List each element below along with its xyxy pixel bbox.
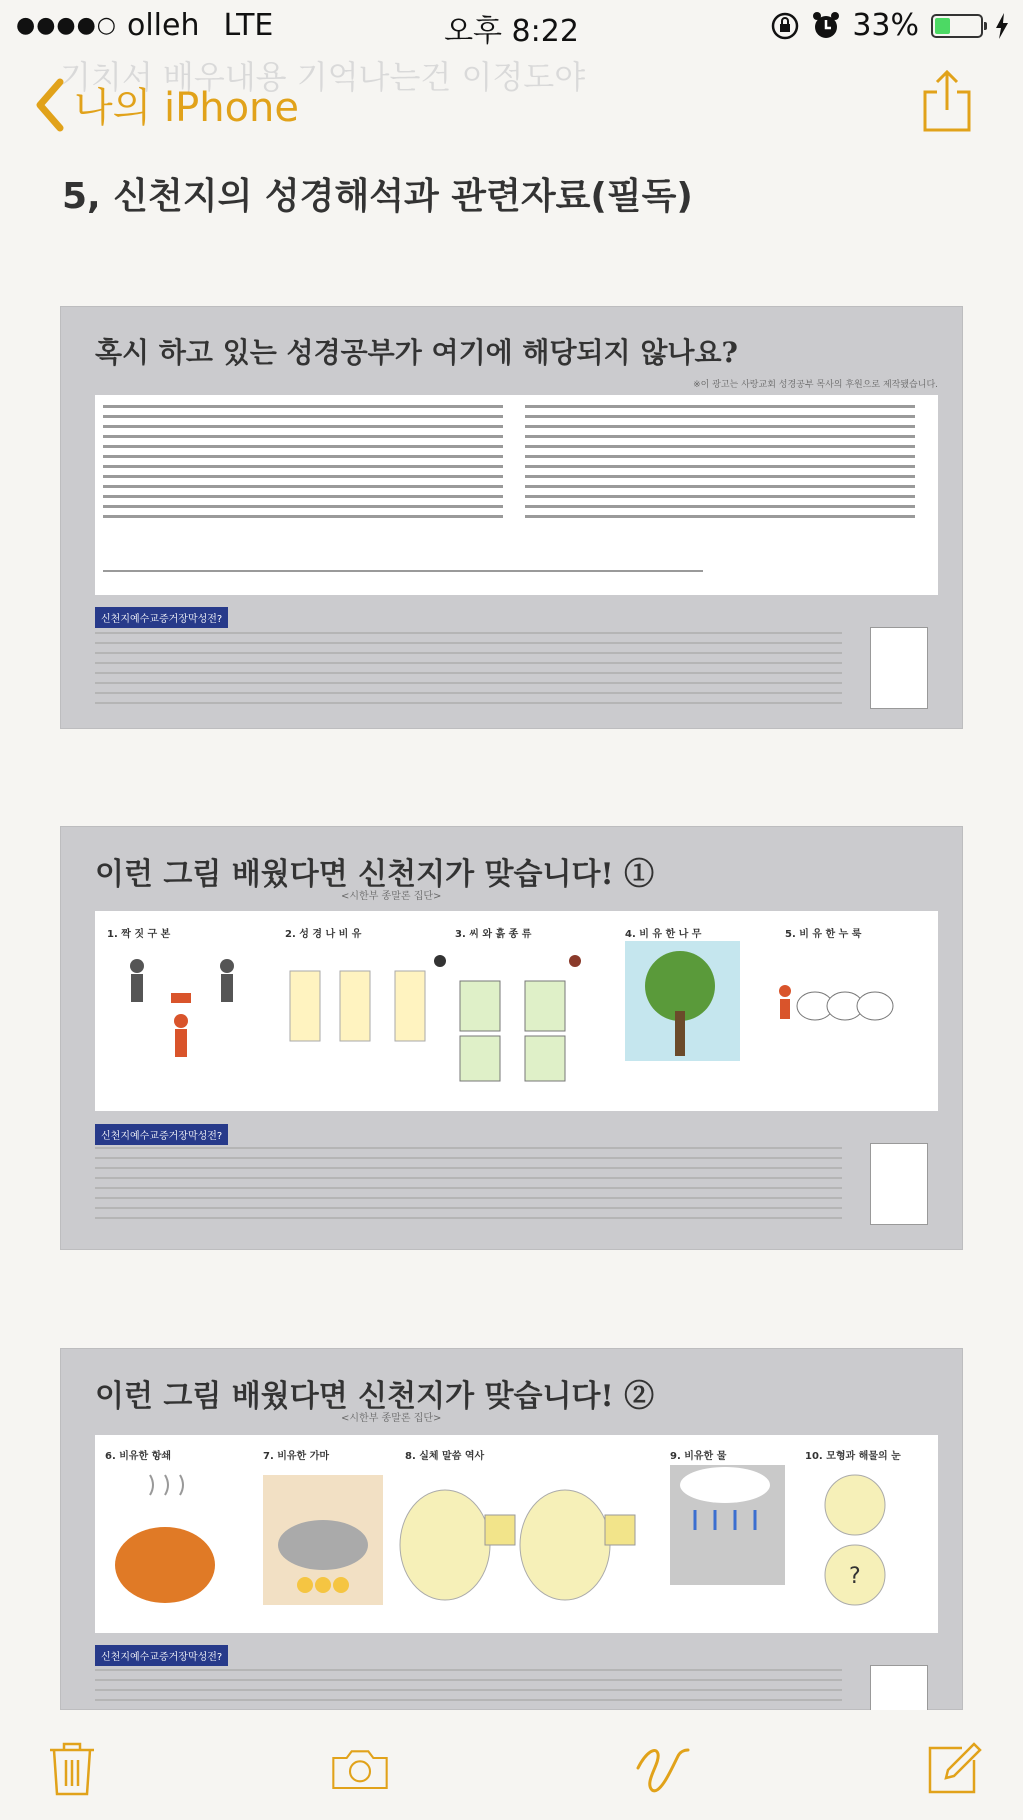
panel-label: 9. 비유한 물 xyxy=(670,1451,727,1462)
panel-label: 2. 성 경 나 비 유 xyxy=(285,929,362,940)
panel-label: 5. 비 유 한 누 룩 xyxy=(785,929,862,940)
camera-button[interactable] xyxy=(330,1738,402,1798)
back-button[interactable] xyxy=(34,76,299,133)
diagram-panel xyxy=(95,1435,938,1633)
svg-text:?: ? xyxy=(849,1564,861,1589)
sketch-button[interactable] xyxy=(632,1738,692,1798)
camera-icon xyxy=(330,1738,390,1798)
info-banner: 신천지예수교증거장막성전? xyxy=(95,607,228,628)
signal-icon: ●●●●○ xyxy=(16,13,117,38)
card-subtitle: <시한부 종말론 집단> xyxy=(341,891,442,902)
rotation-lock-icon xyxy=(770,11,800,41)
squiggle-icon xyxy=(632,1738,692,1798)
charging-icon xyxy=(995,13,1009,39)
card-title: 이런 그림 배웠다면 신천지가 맞습니다! ② xyxy=(95,1379,655,1414)
delete-button[interactable] xyxy=(42,1738,102,1798)
note-image-3[interactable] xyxy=(60,1348,963,1710)
info-banner: 신천지예수교증거장막성전? xyxy=(95,1124,228,1145)
battery-icon xyxy=(931,14,983,38)
card-subtitle: <시한부 종말론 집단> xyxy=(341,1413,442,1424)
carrier-label: olleh xyxy=(126,8,200,43)
card-credit: ※이 광고는 사랑교회 성경공부 목사의 후원으로 제작됐습니다. xyxy=(693,380,938,390)
nav-bar xyxy=(0,68,1023,138)
back-label: 나의 iPhone xyxy=(74,85,300,131)
panel-label: 3. 씨 와 흙 종 류 xyxy=(455,929,532,940)
checklist-panel xyxy=(95,395,938,595)
diagram-illustrations xyxy=(95,1435,940,1633)
chevron-left-icon xyxy=(34,78,64,132)
panel-label: 1. 짝 짓 구 본 xyxy=(107,929,171,940)
trash-icon xyxy=(42,1738,102,1798)
panel-label: 4. 비 유 한 나 무 xyxy=(625,929,702,940)
panel-label: 8. 실체 말씀 역사 xyxy=(405,1451,485,1462)
battery-fill xyxy=(935,18,950,34)
note-image-1[interactable] xyxy=(60,306,963,729)
ghost-text: 기치서 배우내용 기억나는건 이정도야 xyxy=(60,58,586,96)
diagram-illustrations xyxy=(95,911,940,1111)
note-image-2[interactable] xyxy=(60,826,963,1250)
info-banner: 신천지예수교증거장막성전? xyxy=(95,1645,228,1666)
card-title: 이런 그림 배웠다면 신천지가 맞습니다! ① xyxy=(95,857,655,892)
status-bar xyxy=(0,0,1023,50)
note-title: 5, 신천지의 성경해석과 관련자료(필독) xyxy=(62,176,693,217)
magnifier-illustration xyxy=(870,627,928,709)
battery-percent: 33% xyxy=(852,8,919,43)
diagram-panel xyxy=(95,911,938,1111)
card-title: 혹시 하고 있는 성경공부가 여기에 해당되지 않나요? xyxy=(95,336,738,369)
bottom-toolbar xyxy=(0,1710,1023,1820)
compose-icon xyxy=(924,1738,984,1798)
panel-label: 7. 비유한 가마 xyxy=(263,1451,330,1462)
panel-label: 6. 비유한 항쇄 xyxy=(105,1451,172,1462)
network-label: LTE xyxy=(223,8,274,43)
alarm-icon xyxy=(812,11,840,41)
compose-button[interactable] xyxy=(924,1738,984,1798)
share-icon xyxy=(919,68,975,134)
clock: 오후 8:22 xyxy=(444,14,579,49)
share-button[interactable] xyxy=(919,68,975,134)
magnifier-illustration xyxy=(870,1143,928,1225)
magnifier-illustration xyxy=(870,1665,928,1713)
panel-label: 10. 모형과 해물의 눈 xyxy=(805,1451,901,1462)
